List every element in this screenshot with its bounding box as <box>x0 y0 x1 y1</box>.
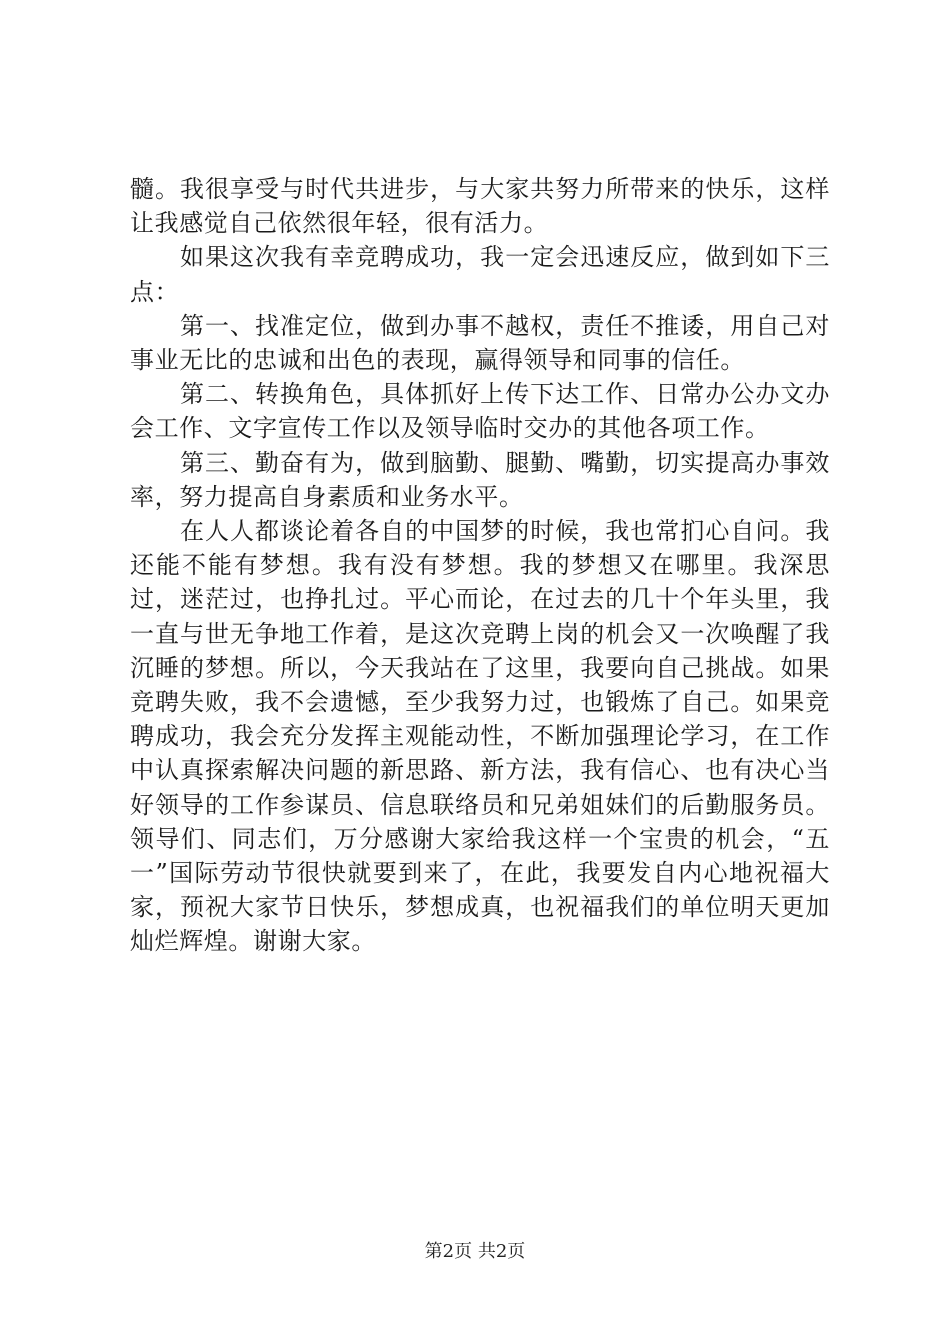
paragraph-point-one: 第一、找准定位，做到办事不越权，责任不推诿，用自己对事业无比的忠诚和出色的表现，赢得领导和同事的信任。 <box>130 311 830 375</box>
paragraph-point-two: 第二、转换角色，具体抓好上传下达工作、日常办公办文办会工作、文字宣传工作以及领导临时交办的其他各项工作。 <box>130 380 830 443</box>
paragraph-three-points-intro: 如果这次我有幸竞聘成功，我一定会迅速反应，做到如下三点： <box>130 243 830 306</box>
paragraph-point-three: 第三、勤奋有为，做到脑勤、腿勤、嘴勤，切实提高办事效率，努力提高自身素质和业务水平。 <box>130 448 830 511</box>
paragraph-continuation: 髓。我很享受与时代共进步，与大家共努力所带来的快乐，这样让我感觉自己依然很年轻，很有活力。 <box>130 175 830 238</box>
document-body <box>130 172 830 959</box>
page-number-footer: 第2页 共2页 <box>424 1241 526 1262</box>
paragraph-closing: 在人人都谈论着各自的中国梦的时候，我也常扪心自问。我还能不能有梦想。我有没有梦想。我的梦想又在哪里。我深思过，迷茫过，也挣扎过。平心而论，在过去的几十个年头里，我一直与世无争地工作着，是这次竞聘上岗的机会又一次唤醒了我沉睡的梦想。所以，今天我站在了这里，我要向自己挑战。如果竞聘失败，我不会遗憾，至少我努力过，也锻炼了自己。如果竞聘成功，我会充分发挥主观能动性，不断加强理论学习，在工作中认真探索解决问题的新思路、新方法，我有信心、也有决心当好领导的工作参谋员、信息联络员和兄弟姐妹们的后勤服务员。领导们、同志们，万分感谢大家给我这样一个宝贵的机会，“五一”国际劳动节很快就要到来了，在此，我要发自内心地祝福大家，预祝大家节日快乐，梦想成真，也祝福我们的单位明天更加灿烂辉煌。谢谢大家。 <box>130 517 830 956</box>
